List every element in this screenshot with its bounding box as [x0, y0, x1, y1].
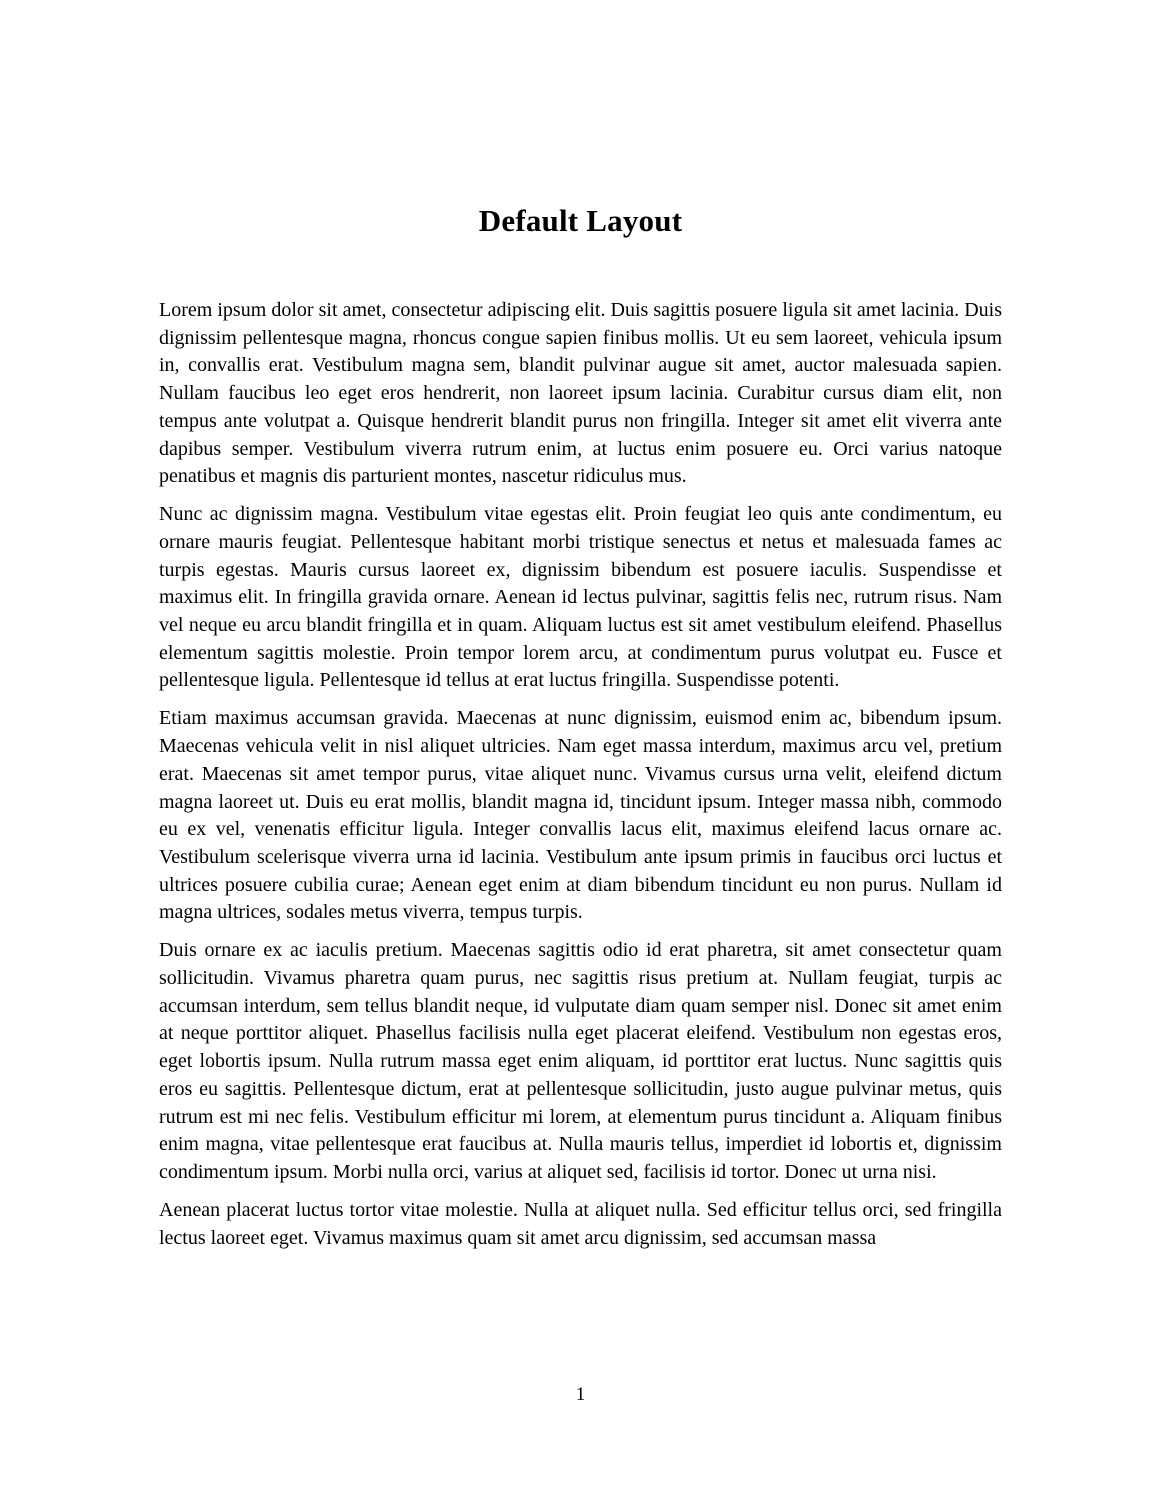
paragraph-5: Aenean placerat luctus tortor vitae molestie. Nulla at aliquet nulla. Sed efficitur tellus orci, sed fringilla lectus laoreet eget. Vivamus maximus quam sit amet arcu dignissim, sed accumsan massa [159, 1198, 1002, 1249]
paragraph-2: Nunc ac dignissim magna. Vestibulum vitae egestas elit. Proin feugiat leo quis ante condimentum, eu ornare mauris feugiat. Pellentesque habitant morbi tristique senectus et netus et malesuada fames ac turpis egestas. Mauris cursus laoreet ex, dignissim bibendum est posuere iaculis. Suspendisse et maximus elit. In fringilla gravida ornare. Aenean id lectus pulvinar, sagittis felis nec, rutrum risus. Nam vel neque eu arcu blandit fringilla et in quam. Aliquam luctus est sit amet vestibulum eleifend. Phasellus elementum sagittis molestie. Proin tempor lorem arcu, at condimentum purus volutpat eu. Fusce et pellentesque ligula. Pellentesque id tellus at erat luctus fringilla. Suspendisse potenti. [159, 503, 1002, 692]
paragraph-3: Etiam maximus accumsan gravida. Maecenas at nunc dignissim, euismod enim ac, bibendum ipsum. Maecenas vehicula velit in nisl aliquet ultricies. Nam eget massa interdum, maximus arcu vel, pretium erat. Maecenas sit amet tempor purus, vitae aliquet nunc. Vivamus cursus urna velit, eleifend dictum magna laoreet ut. Duis eu erat mollis, blandit magna id, tincidunt ipsum. Integer massa nibh, commodo eu ex vel, venenatis efficitur ligula. Integer convallis lacus elit, maximus eleifend lacus ornare ac. Vestibulum scelerisque viverra urna id lacinia. Vestibulum ante ipsum primis in faucibus orci luctus et ultrices posuere cubilia curae; Aenean eget enim at diam bibendum tincidunt eu non purus. Nullam id magna ultrices, sodales metus viverra, tempus turpis. [159, 707, 1002, 924]
paragraph-4: Duis ornare ex ac iaculis pretium. Maecenas sagittis odio id erat pharetra, sit amet consectetur quam sollicitudin. Vivamus pharetra quam purus, nec sagittis risus pretium at. Nullam feugiat, turpis ac accumsan interdum, sem tellus blandit neque, id vulputate diam quam semper nisl. Donec sit amet enim at neque porttitor aliquet. Phasellus facilisis nulla eget placerat eleifend. Vestibulum non egestas eros, eget lobortis ipsum. Nulla rutrum massa eget enim aliquam, id porttitor erat luctus. Nunc sagittis quis eros eu sagittis. Pellentesque dictum, erat at pellentesque sollicitudin, justo augue pulvinar metus, quis rutrum est mi nec felis. Vestibulum efficitur mi lorem, at elementum purus tincidunt a. Aliquam finibus enim magna, vitae pellentesque erat faucibus at. Nulla mauris tellus, imperdiet id lobortis et, dignissim condimentum ipsum. Morbi nulla orci, varius at aliquet sed, facilisis id tortor. Donec ut urna nisi. [159, 939, 1002, 1183]
document-body [159, 297, 1002, 1252]
page-footer [0, 1383, 1161, 1407]
paragraph-1: Lorem ipsum dolor sit amet, consectetur adipiscing elit. Duis sagittis posuere ligula sit amet lacinia. Duis dignissim pellentesque magna, rhoncus congue sapien finibus mollis. Ut eu sem laoreet, vehicula ipsum in, convallis erat. Vestibulum magna sem, blandit pulvinar augue sit amet, auctor malesuada sapien. Nullam faucibus leo eget eros hendrerit, non laoreet ipsum lacinia. Curabitur cursus diam elit, non tempus ante volutpat a. Quisque hendrerit blandit purus non fringilla. Integer sit amet elit viverra ante dapibus semper. Vestibulum viverra rutrum enim, at luctus enim posuere eu. Orci varius natoque penatibus et magnis dis parturient montes, nascetur ridiculus mus. [159, 299, 1002, 488]
document-title: Default Layout [478, 203, 683, 238]
page-number: 1 [575, 1384, 586, 1405]
